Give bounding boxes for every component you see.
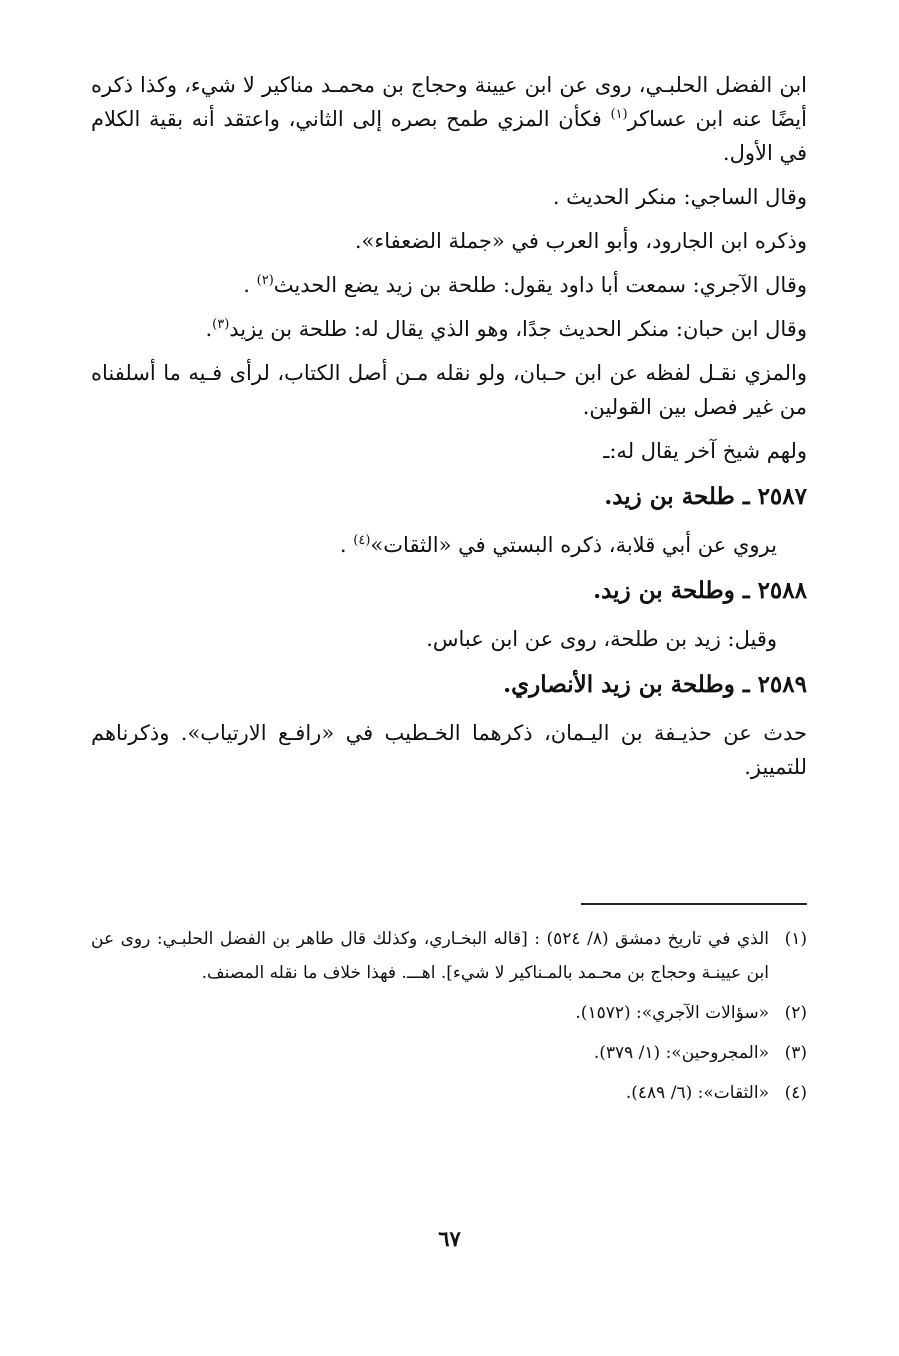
paragraph: وقيل: زيد بن طلحة، روى عن ابن عباس. (426, 627, 777, 651)
footnote-ref: (٣) (212, 317, 230, 332)
paragraph-text: ابن الفضل الحلبـي، روى عن ابن عيينة وحجاج بن محمـد مناكير لا شيء، وكذا ذكره أيضًا عنه ابن عساكر (91, 73, 807, 131)
paragraph: ولهم شيخ آخر يقال له:ـ (603, 439, 807, 463)
footnote-number: (٢) (784, 1003, 807, 1023)
paragraph-text: . (205, 317, 213, 341)
footnote (91, 1076, 807, 1110)
footnote (91, 922, 807, 990)
footnote (91, 996, 807, 1030)
footnote-number: (٤) (784, 1083, 807, 1103)
footnote-text: «سؤالات الآجري»: (١٥٧٢). (575, 1003, 769, 1023)
footnote-number: (١) (784, 929, 807, 949)
paragraph-text: فكأن المزي طمح بصره إلى الثاني، واعتقد أنه بقية الكلام في الأول. (91, 107, 807, 165)
footnote-ref: (٤) (353, 533, 371, 548)
footnote-text: «المجروحين»: (١/ ٣٧٩). (593, 1043, 769, 1063)
main-text (91, 68, 807, 794)
footnote-ref: (١) (610, 107, 628, 122)
page-number: ٦٧ (438, 1226, 461, 1251)
paragraph (91, 312, 807, 346)
paragraph: والمزي نقـل لفظه عن ابن حـبان، ولو نقله مـن أصل الكتاب، لرأى فـيه ما أسلفناه من غير فصل بين القولين. (91, 361, 807, 419)
footnote-text: الذي في تاريخ دمشق (٨/ ٥٢٤) : [قاله البخـاري، وكذلك قال طاهر بن الفضل الحلبـي: روى عن ابن عيينـة وحجاج بن محـمد بالمـناكير لا شيء]. اهـــ. فهذا خلاف ما نقله المصنف. (91, 929, 769, 983)
footnote-divider (581, 903, 807, 905)
paragraph (91, 268, 807, 302)
paragraph-text: وقال الآجري: سمعت أبا داود يقول: طلحة بن زيد يضع الحديث (273, 273, 807, 297)
footnote-text: «الثقات»: (٦/ ٤٨٩). (625, 1083, 769, 1103)
entry-heading: ٢٥٨٩ ـ وطلحة بن زيد الأنصاري. (503, 671, 807, 698)
paragraph (91, 528, 807, 562)
paragraph: حدث عن حذيـفة بن اليـمان، ذكرهما الخـطيب في «رافـع الارتياب». وذكرناهم للتمييز. (91, 721, 807, 779)
footnote-number: (٣) (784, 1043, 807, 1063)
footnote (91, 1036, 807, 1070)
paragraph-text: . (243, 273, 257, 297)
paragraph (91, 68, 807, 170)
entry-heading: ٢٥٨٧ ـ طلحة بن زيد. (604, 483, 807, 510)
paragraph: وذكره ابن الجارود، وأبو العرب في «جملة الضعفاء». (354, 229, 807, 253)
paragraph-text: . (339, 533, 354, 557)
footnotes (91, 922, 807, 1116)
entry-heading: ٢٥٨٨ ـ وطلحة بن زيد. (593, 577, 807, 604)
footnote-ref: (٢) (256, 273, 274, 288)
paragraph-text: يروي عن أبي قلابة، ذكره البستي في «الثقات» (370, 533, 777, 557)
paragraph: وقال الساجي: منكر الحديث . (552, 185, 807, 209)
paragraph-text: وقال ابن حبان: منكر الحديث جدًا، وهو الذي يقال له: طلحة بن يزيد (229, 317, 807, 341)
